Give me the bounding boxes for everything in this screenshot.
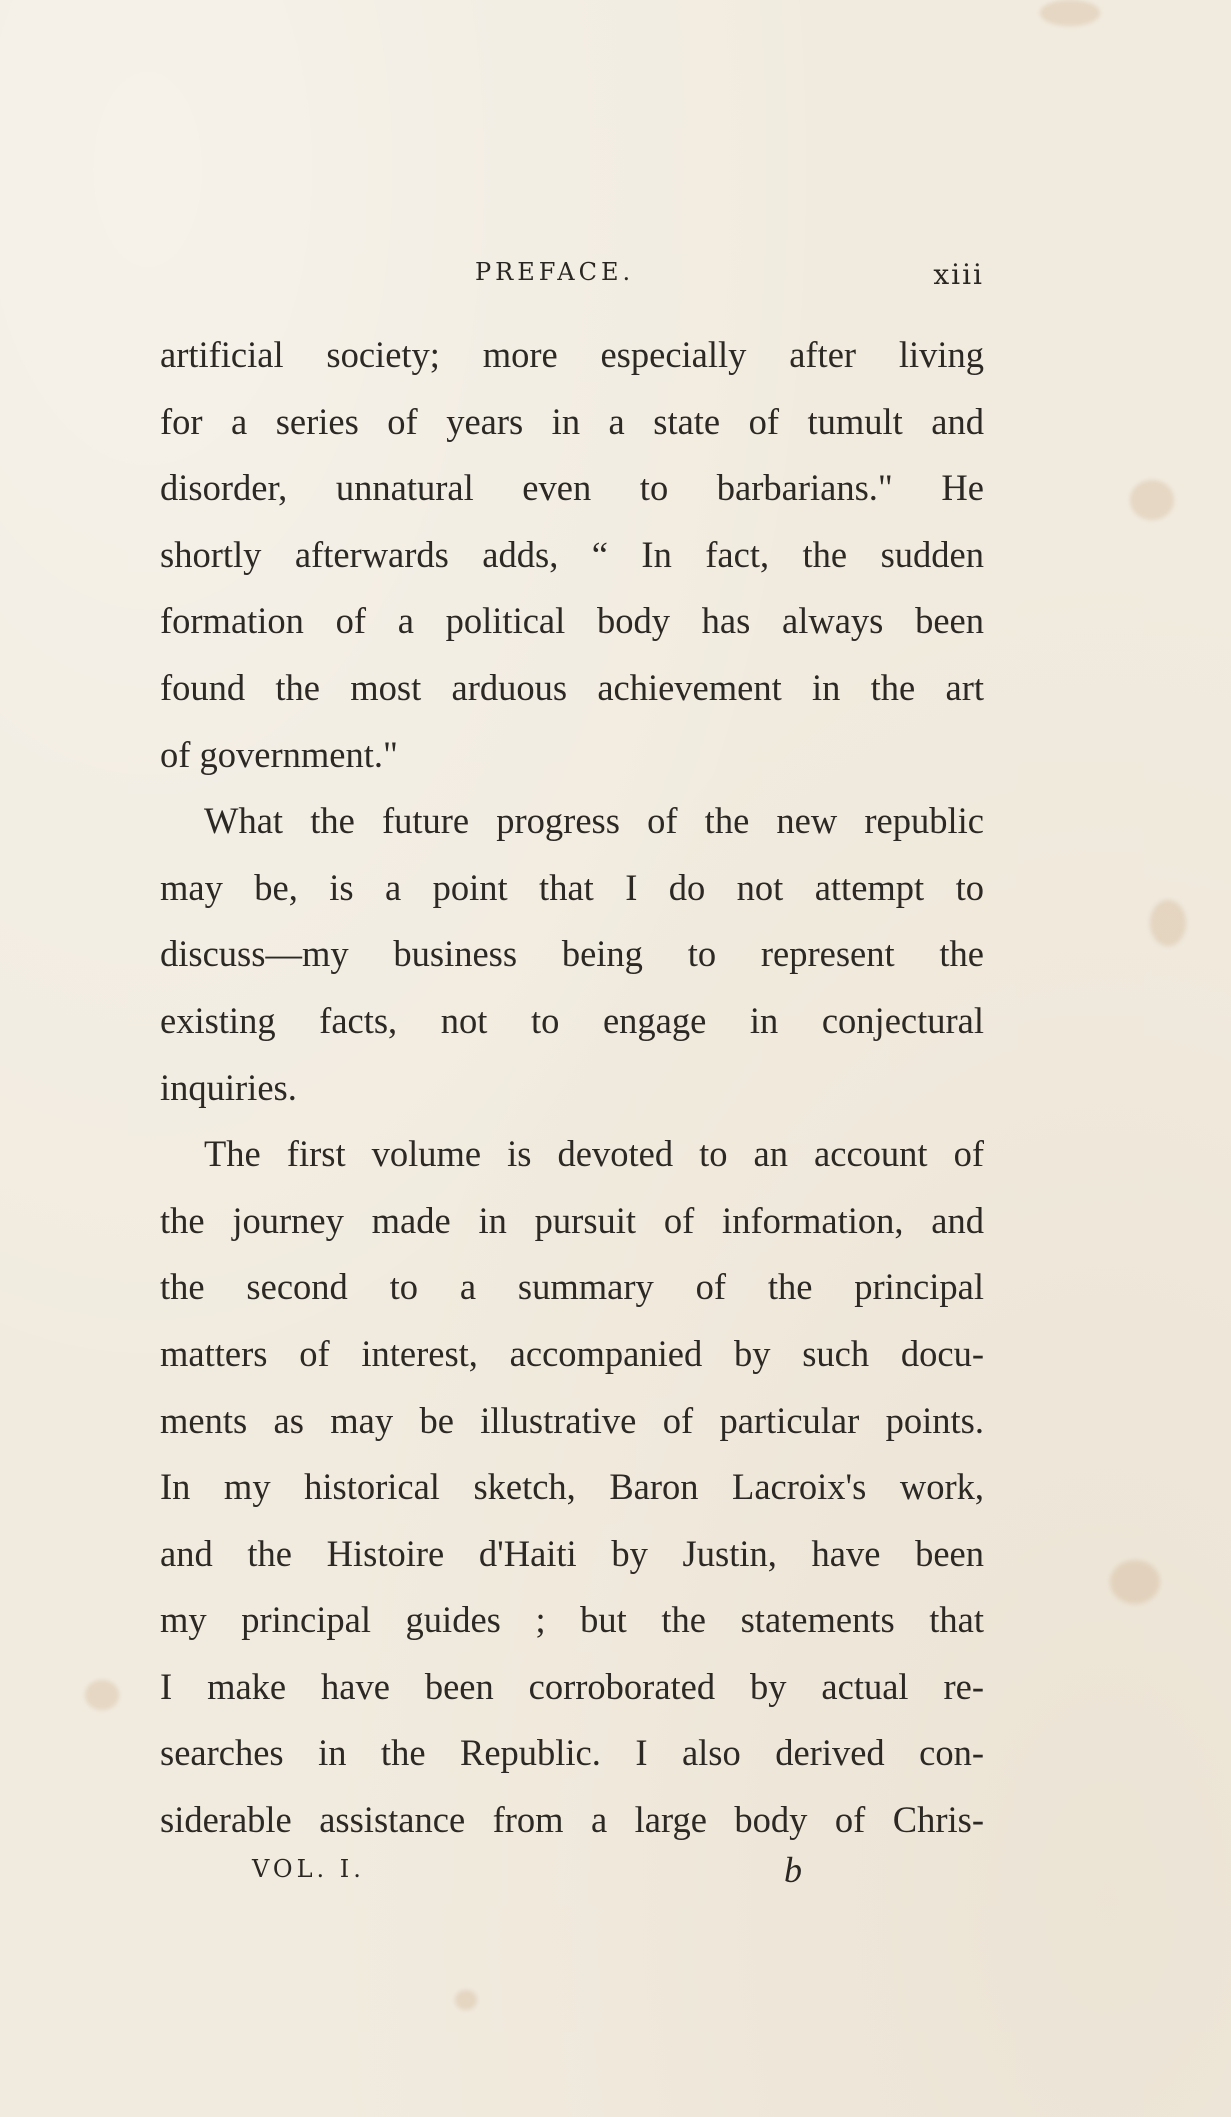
text-line: the second to a summary of the principal	[160, 1266, 984, 1308]
body-text	[160, 322, 984, 1854]
page-header	[160, 258, 984, 298]
text-line: inquiries.	[160, 1066, 297, 1108]
text-line: discuss—my business being to represent the	[160, 933, 984, 975]
foxing-spot	[1110, 1560, 1160, 1604]
foxing-spot	[455, 1990, 477, 2010]
text-line: of government."	[160, 733, 398, 775]
text-line: artificial society; more especially after living	[160, 334, 984, 375]
text-line: shortly afterwards adds, “ In fact, the sudden	[160, 533, 984, 575]
running-head: PREFACE.	[475, 258, 635, 286]
foxing-spot	[1150, 900, 1186, 946]
page-footer	[160, 1850, 984, 1895]
text-line: found the most arduous achievement in the art	[160, 666, 984, 708]
gathering-signature: b	[784, 1850, 802, 1890]
paragraph-first-line: The first volume is devoted to an account of	[204, 1133, 984, 1175]
text-line: the journey made in pursuit of information, and	[160, 1199, 984, 1241]
text-line: ments as may be illustrative of particular points.	[160, 1399, 984, 1441]
text-line: formation of a political body has always been	[160, 600, 984, 642]
text-line: I make have been corroborated by actual re-	[160, 1665, 984, 1707]
paragraph-first-line: What the future progress of the new republic	[204, 800, 984, 842]
text-line: siderable assistance from a large body of Chris-	[160, 1799, 984, 1841]
text-line: disorder, unnatural even to barbarians." He	[160, 467, 984, 509]
foxing-spot	[1130, 480, 1174, 520]
text-line: and the Histoire d'Haiti by Justin, have been	[160, 1532, 984, 1574]
foxing-spot	[85, 1680, 119, 1710]
foxing-spot	[1040, 0, 1100, 26]
text-line: searches in the Republic. I also derived con-	[160, 1732, 984, 1774]
text-line: existing facts, not to engage in conjectural	[160, 999, 984, 1041]
volume-signature: VOL. I.	[252, 1855, 365, 1883]
text-line: my principal guides ; but the statements that	[160, 1599, 984, 1641]
page-number: xiii	[933, 258, 984, 291]
text-line: In my historical sketch, Baron Lacroix's work,	[160, 1466, 984, 1508]
text-line: may be, is a point that I do not attempt to	[160, 866, 984, 908]
text-line: matters of interest, accompanied by such docu-	[160, 1332, 984, 1374]
text-line: for a series of years in a state of tumult and	[160, 400, 984, 442]
